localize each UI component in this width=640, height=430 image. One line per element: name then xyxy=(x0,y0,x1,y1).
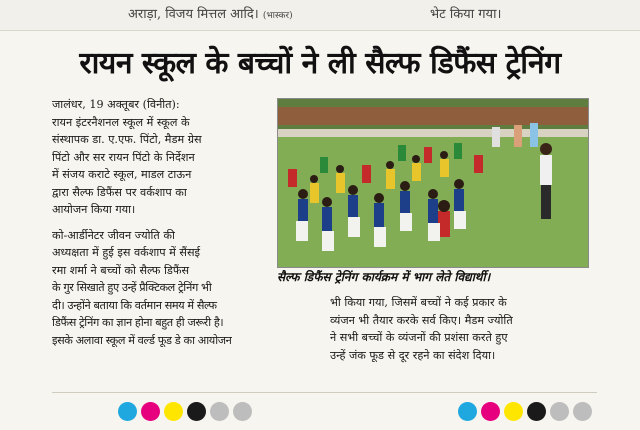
photo-illustration xyxy=(278,99,588,267)
registration-dot xyxy=(187,402,206,421)
article-line: डिफैंस ट्रेनिंग का ज्ञान होना बहुत ही जरूरी है। xyxy=(52,316,224,329)
previous-article-source: (भास्कर) xyxy=(262,11,293,21)
previous-article-left: अराड़ा, विजय मित्तल आदि। xyxy=(128,7,259,22)
previous-article-strip xyxy=(0,0,640,31)
bottom-rule xyxy=(52,392,597,393)
registration-dot xyxy=(118,402,137,421)
article-line: ने सभी बच्चों के व्यंजनों की प्रशंसा करते हुए xyxy=(330,331,508,344)
article-line: उन्हें जंक फूड से दूर रहने का संदेश दिया। xyxy=(330,348,496,362)
registration-dot xyxy=(573,402,592,421)
article-line: के गुर सिखाते हुए उन्हें प्रैक्टिकल ट्रेनिंग भी xyxy=(52,281,212,294)
registration-dot xyxy=(481,402,500,421)
registration-marks-left xyxy=(118,402,252,421)
article-line: अध्यक्षता में हुई इस वर्कशाप में सैंसई xyxy=(52,246,201,259)
article-line: आयोजन किया गया। xyxy=(52,203,136,216)
article-line: रमा शर्मा ने बच्चों को सैल्फ डिफैंस xyxy=(52,263,190,277)
photo-caption: सैल्फ डिफैंस ट्रेनिंग कार्यक्रम में भाग लेते विद्यार्थी। xyxy=(277,270,491,284)
registration-dot xyxy=(210,402,229,421)
article-line: रायन इंटरनैशनल स्कूल में स्कूल के xyxy=(52,115,190,129)
article-line: द्वारा सैल्फ डिफैंस पर वर्कशाप का xyxy=(52,185,187,199)
previous-article-text xyxy=(128,4,293,22)
registration-marks-right xyxy=(458,402,592,421)
registration-dot xyxy=(164,402,183,421)
article-line: दी। उन्होंने बताया कि वर्तमान समय में सैल्फ xyxy=(52,298,217,312)
article-headline: रायन स्कूल के बच्चों ने ली सैल्फ डिफैंस ट्रेनिंग xyxy=(79,45,561,81)
article-line: पिंटो और सर रायन पिंटो के निर्देशन xyxy=(52,150,195,164)
article-line: में संजय कराटे स्कूल, माडल टाऊन xyxy=(52,168,192,181)
article-line: संस्थापक डा. ए.एफ. पिंटो, मैडम ग्रेस xyxy=(52,133,202,146)
article-line: इसके अलावा स्कूल में वर्ल्ड फूड डे का आयोजन xyxy=(52,333,232,347)
article-line: भी किया गया, जिसमें बच्चों ने कई प्रकार के xyxy=(330,296,507,309)
registration-dot xyxy=(458,402,477,421)
registration-dot xyxy=(141,402,160,421)
paragraph-gap xyxy=(52,219,270,227)
article-line: को-आर्डीनेटर जीवन ज्योति की xyxy=(52,228,175,242)
previous-article-right: भेट किया गया। xyxy=(430,7,502,22)
article-line: व्यंजन भी तैयार करके सर्व किए। मैडम ज्योति xyxy=(330,313,513,327)
students-training-photo xyxy=(277,98,589,268)
article-line: जालंधर, 19 अक्तूबर (विनीत): xyxy=(52,98,180,111)
registration-dot xyxy=(527,402,546,421)
registration-dot xyxy=(233,402,252,421)
article-body-right xyxy=(330,294,592,364)
registration-dot xyxy=(504,402,523,421)
registration-dot xyxy=(550,402,569,421)
article-body-left xyxy=(52,96,270,349)
